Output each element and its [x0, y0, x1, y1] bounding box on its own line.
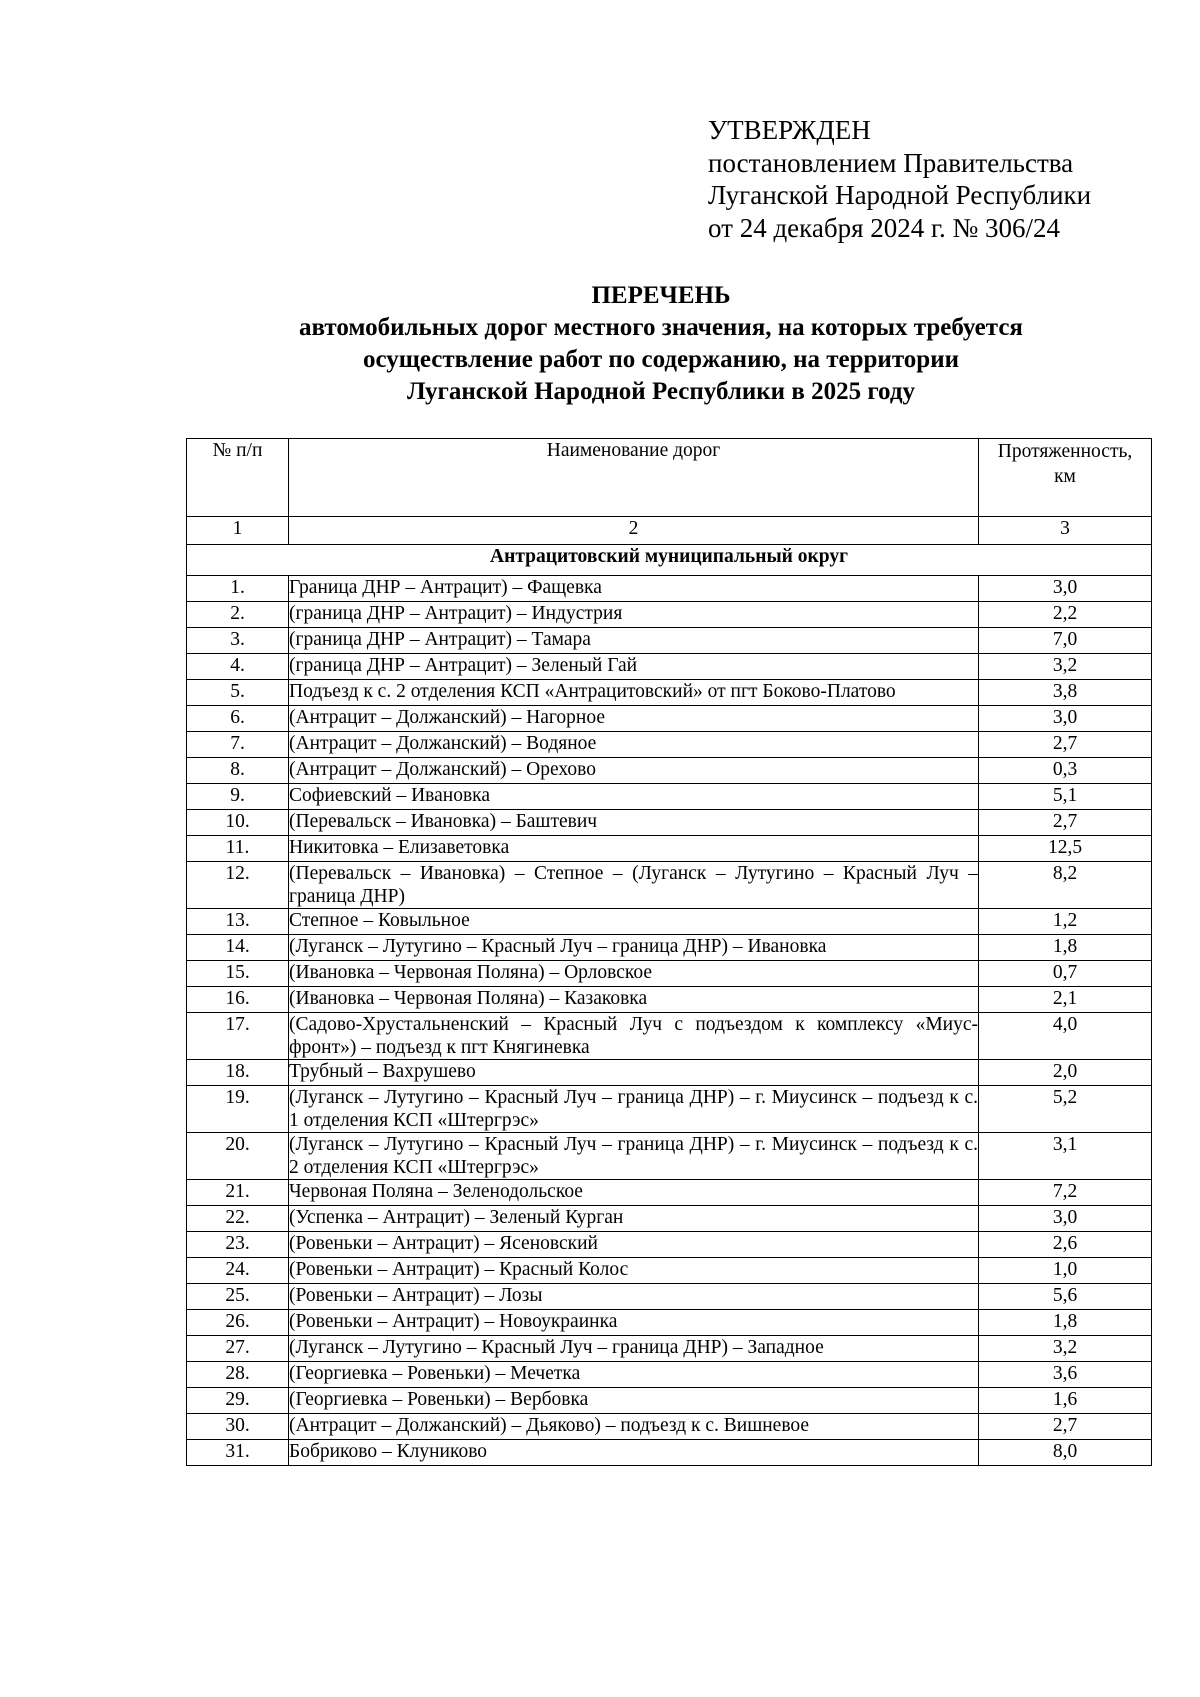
- row-number: 3.: [187, 628, 289, 654]
- column-number-2: 2: [289, 517, 979, 545]
- road-name: (Ровеньки – Антрацит) – Красный Колос: [289, 1258, 979, 1284]
- road-length: 3,0: [979, 576, 1152, 602]
- road-name: (Антрацит – Должанский) – Дьяково) – подъезд к с. Вишневое: [289, 1414, 979, 1440]
- road-length: 5,6: [979, 1284, 1152, 1310]
- table-row: [187, 862, 1152, 909]
- table-row: [187, 1336, 1152, 1362]
- table-row: [187, 935, 1152, 961]
- road-name: (Луганск – Лутугино – Красный Луч – граница ДНР) – г. Миусинск – подъезд к с. 1 отделения КСП «Штергрэс»: [289, 1087, 978, 1131]
- row-number: 7.: [187, 732, 289, 758]
- road-length: 1,0: [979, 1258, 1152, 1284]
- row-number: 13.: [187, 909, 289, 935]
- row-number: 1.: [187, 576, 289, 602]
- title-line-3: Луганской Народной Республики в 2025 году: [407, 378, 915, 405]
- header-length-line-1: Протяженность,: [997, 441, 1133, 462]
- road-name: Бобриково – Клуниково: [289, 1440, 979, 1466]
- road-length: 8,2: [979, 862, 1152, 909]
- section-title: Антрацитовский муниципальный округ: [187, 545, 1152, 576]
- table-row: [187, 628, 1152, 654]
- table-row: [187, 1284, 1152, 1310]
- table-row: [187, 758, 1152, 784]
- table-row: [187, 1388, 1152, 1414]
- approval-stamp: [708, 114, 1091, 244]
- row-number: 4.: [187, 654, 289, 680]
- road-name: Подъезд к с. 2 отделения КСП «Антрацитовский» от пгт Боково-Платово: [289, 680, 979, 706]
- road-name: (Луганск – Лутугино – Красный Луч – граница ДНР) – Ивановка: [289, 935, 979, 961]
- row-number: 27.: [187, 1336, 289, 1362]
- title-line-1: автомобильных дорог местного значения, на которых требуется: [299, 314, 1023, 341]
- table-row: [187, 1232, 1152, 1258]
- table-row: [187, 961, 1152, 987]
- road-name: (Ровеньки – Антрацит) – Лозы: [289, 1284, 979, 1310]
- road-name: Червоная Поляна – Зеленодольское: [289, 1180, 979, 1206]
- table-row: [187, 1414, 1152, 1440]
- header-length-line-2: км: [1054, 466, 1076, 487]
- approval-line-3: Луганской Народной Республики: [708, 180, 1092, 210]
- road-name: Степное – Ковыльное: [289, 909, 979, 935]
- road-length: 3,8: [979, 680, 1152, 706]
- road-length: 5,2: [979, 1086, 1152, 1133]
- table-row: [187, 732, 1152, 758]
- row-number: 6.: [187, 706, 289, 732]
- road-length: 2,7: [979, 732, 1152, 758]
- road-length: 1,8: [979, 1310, 1152, 1336]
- document-title: [170, 280, 1152, 408]
- table-row: [187, 810, 1152, 836]
- roads-table: [186, 438, 1152, 1466]
- road-length: 2,6: [979, 1232, 1152, 1258]
- road-name: (граница ДНР – Антрацит) – Зеленый Гай: [289, 654, 979, 680]
- table-row: [187, 836, 1152, 862]
- row-number: 31.: [187, 1440, 289, 1466]
- table-row: [187, 1206, 1152, 1232]
- road-length: 3,0: [979, 1206, 1152, 1232]
- road-name: Софиевский – Ивановка: [289, 784, 979, 810]
- road-name: (Антрацит – Должанский) – Нагорное: [289, 706, 979, 732]
- column-number-1: 1: [187, 517, 289, 545]
- row-number: 11.: [187, 836, 289, 862]
- road-length: 2,2: [979, 602, 1152, 628]
- row-number: 12.: [187, 862, 289, 909]
- row-number: 18.: [187, 1060, 289, 1086]
- row-number: 22.: [187, 1206, 289, 1232]
- road-name: (Ивановка – Червоная Поляна) – Казаковка: [289, 987, 979, 1013]
- row-number: 16.: [187, 987, 289, 1013]
- table-row: [187, 987, 1152, 1013]
- row-number: 10.: [187, 810, 289, 836]
- table-row: [187, 909, 1152, 935]
- row-number: 23.: [187, 1232, 289, 1258]
- row-number: 29.: [187, 1388, 289, 1414]
- column-number-3: 3: [979, 517, 1152, 545]
- table-row: [187, 1258, 1152, 1284]
- table-row: [187, 1362, 1152, 1388]
- road-name: (Антрацит – Должанский) – Водяное: [289, 732, 979, 758]
- row-number: 17.: [187, 1013, 289, 1060]
- road-name: (Перевальск – Ивановка) – Степное – (Луганск – Лутугино – Красный Луч – граница ДНР): [289, 863, 978, 907]
- row-number: 30.: [187, 1414, 289, 1440]
- road-length: 0,7: [979, 961, 1152, 987]
- road-name: (Луганск – Лутугино – Красный Луч – граница ДНР) – Западное: [289, 1336, 979, 1362]
- table-header-row: [187, 439, 1152, 517]
- road-name: (Ивановка – Червоная Поляна) – Орловское: [289, 961, 979, 987]
- road-length: 4,0: [979, 1013, 1152, 1060]
- road-name: (Садово-Хрустальненский – Красный Луч с подъездом к комплексу «Миус-фронт») – подъезд к пгт Княгиневка: [289, 1014, 978, 1058]
- table-row: [187, 1180, 1152, 1206]
- road-length: 1,6: [979, 1388, 1152, 1414]
- header-length: [979, 439, 1152, 517]
- road-length: 0,3: [979, 758, 1152, 784]
- column-numbers-row: [187, 517, 1152, 545]
- approval-line-1: УТВЕРЖДЕН: [708, 115, 871, 145]
- header-name: Наименование дорог: [289, 439, 979, 517]
- row-number: 8.: [187, 758, 289, 784]
- table-row: [187, 654, 1152, 680]
- row-number: 15.: [187, 961, 289, 987]
- road-name: (Георгиевка – Ровеньки) – Мечетка: [289, 1362, 979, 1388]
- road-name: (граница ДНР – Антрацит) – Индустрия: [289, 602, 979, 628]
- row-number: 5.: [187, 680, 289, 706]
- road-length: 3,2: [979, 1336, 1152, 1362]
- table-row: [187, 576, 1152, 602]
- table-row: [187, 1133, 1152, 1180]
- table-row: [187, 1310, 1152, 1336]
- road-name: (Луганск – Лутугино – Красный Луч – граница ДНР) – г. Миусинск – подъезд к с. 2 отделения КСП «Штергрэс»: [289, 1134, 978, 1178]
- title-line-2: осуществление работ по содержанию, на территории: [363, 346, 959, 373]
- road-length: 2,1: [979, 987, 1152, 1013]
- row-number: 19.: [187, 1086, 289, 1133]
- road-name: (граница ДНР – Антрацит) – Тамара: [289, 628, 979, 654]
- road-length: 3,2: [979, 654, 1152, 680]
- approval-line-4: от 24 декабря 2024 г. № 306/24: [708, 212, 1061, 243]
- road-length: 3,1: [979, 1133, 1152, 1180]
- road-length: 2,7: [979, 810, 1152, 836]
- road-length: 12,5: [979, 836, 1152, 862]
- title-heading: ПЕРЕЧЕНЬ: [591, 282, 731, 309]
- road-length: 8,0: [979, 1440, 1152, 1466]
- row-number: 21.: [187, 1180, 289, 1206]
- road-length: 1,8: [979, 935, 1152, 961]
- section-row: [187, 545, 1152, 576]
- road-name: (Георгиевка – Ровеньки) – Вербовка: [289, 1388, 979, 1414]
- row-number: 2.: [187, 602, 289, 628]
- row-number: 28.: [187, 1362, 289, 1388]
- road-name: (Ровеньки – Антрацит) – Новоукраинка: [289, 1310, 979, 1336]
- road-name: Трубный – Вахрушево: [289, 1060, 979, 1086]
- road-name: Граница ДНР – Антрацит) – Фащевка: [289, 576, 979, 602]
- road-name: (Ровеньки – Антрацит) – Ясеновский: [289, 1232, 979, 1258]
- header-num: № п/п: [187, 439, 289, 517]
- approval-line-2: постановлением Правительства: [708, 147, 1074, 178]
- table-row: [187, 784, 1152, 810]
- road-length: 3,0: [979, 706, 1152, 732]
- table-row: [187, 706, 1152, 732]
- road-name: (Антрацит – Должанский) – Орехово: [289, 758, 979, 784]
- table-row: [187, 1060, 1152, 1086]
- road-length: 2,7: [979, 1414, 1152, 1440]
- row-number: 26.: [187, 1310, 289, 1336]
- road-length: 1,2: [979, 909, 1152, 935]
- row-number: 25.: [187, 1284, 289, 1310]
- table-row: [187, 1013, 1152, 1060]
- row-number: 20.: [187, 1133, 289, 1180]
- table-row: [187, 680, 1152, 706]
- road-length: 7,2: [979, 1180, 1152, 1206]
- table-row: [187, 1086, 1152, 1133]
- road-name: Никитовка – Елизаветовка: [289, 836, 979, 862]
- road-name: (Перевальск – Ивановка) – Баштевич: [289, 810, 979, 836]
- table-row: [187, 602, 1152, 628]
- row-number: 9.: [187, 784, 289, 810]
- table-row: [187, 1440, 1152, 1466]
- road-length: 2,0: [979, 1060, 1152, 1086]
- row-number: 14.: [187, 935, 289, 961]
- road-length: 5,1: [979, 784, 1152, 810]
- road-name: (Успенка – Антрацит) – Зеленый Курган: [289, 1206, 979, 1232]
- road-length: 7,0: [979, 628, 1152, 654]
- road-length: 3,6: [979, 1362, 1152, 1388]
- row-number: 24.: [187, 1258, 289, 1284]
